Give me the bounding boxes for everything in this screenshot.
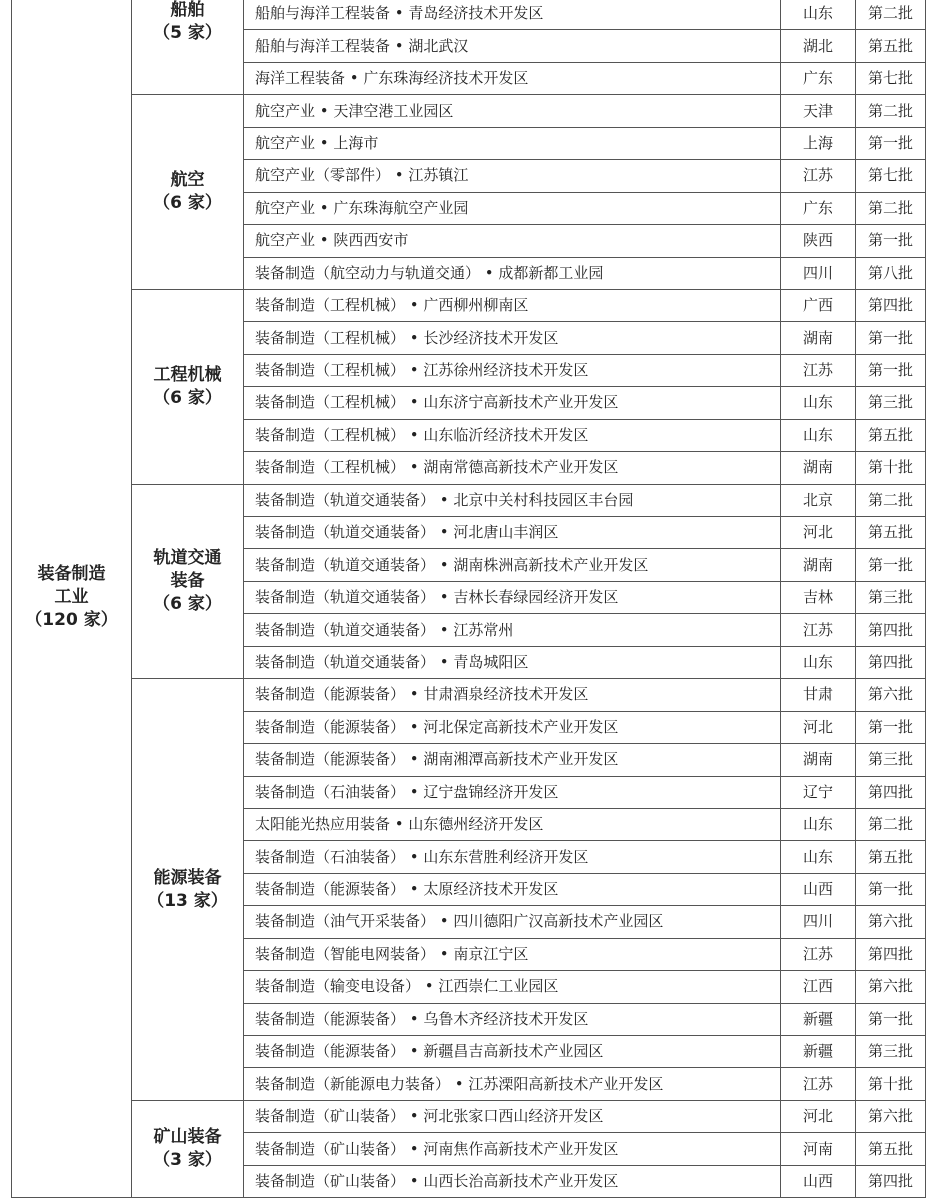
zone-name-cell: 航空产业 • 陕西西安市: [244, 225, 781, 257]
zone-name-cell: 装备制造（工程机械） • 山东临沂经济技术开发区: [244, 419, 781, 451]
zone-name-cell: 装备制造（矿山装备） • 河北张家口西山经济开发区: [244, 1100, 781, 1132]
subcategory-cell: [132, 289, 244, 484]
subcategory-cell: [132, 0, 244, 95]
subcategory-name-line: 轨道交通: [153, 547, 222, 568]
province-cell: 河南: [781, 1133, 856, 1165]
zone-name-cell: 船舶与海洋工程装备 • 湖北武汉: [244, 30, 781, 62]
batch-cell: 第五批: [856, 30, 926, 62]
table-row: [12, 289, 926, 321]
province-cell: 吉林: [781, 581, 856, 613]
batch-cell: 第六批: [856, 679, 926, 711]
zone-name-cell: 航空产业 • 天津空港工业园区: [244, 95, 781, 127]
subcategory-name-line: 船舶: [170, 0, 205, 20]
province-cell: 上海: [781, 127, 856, 159]
batch-cell: 第一批: [856, 711, 926, 743]
batch-cell: 第三批: [856, 744, 926, 776]
province-cell: 湖南: [781, 744, 856, 776]
province-cell: 四川: [781, 906, 856, 938]
zone-name-cell: 装备制造（能源装备） • 甘肃酒泉经济技术开发区: [244, 679, 781, 711]
province-cell: 天津: [781, 95, 856, 127]
subcategory-count: （6 家）: [153, 193, 222, 214]
province-cell: 山西: [781, 1165, 856, 1197]
zone-name-cell: 装备制造（工程机械） • 广西柳州柳南区: [244, 289, 781, 321]
batch-cell: 第二批: [856, 808, 926, 840]
batch-cell: 第三批: [856, 581, 926, 613]
province-cell: 江苏: [781, 614, 856, 646]
province-cell: 江苏: [781, 1068, 856, 1100]
batch-cell: 第四批: [856, 646, 926, 678]
subcategory-count: （6 家）: [153, 387, 222, 408]
province-cell: 山东: [781, 387, 856, 419]
subcategory-count: （5 家）: [153, 22, 222, 43]
batch-cell: 第二批: [856, 192, 926, 224]
subcategory-name-line: 能源装备: [153, 867, 222, 888]
batch-cell: 第十批: [856, 1068, 926, 1100]
province-cell: 江苏: [781, 354, 856, 386]
province-cell: 河北: [781, 517, 856, 549]
province-cell: 山东: [781, 646, 856, 678]
subcategory-name-line: 工程机械: [153, 364, 222, 385]
batch-cell: 第八批: [856, 257, 926, 289]
zone-name-cell: 装备制造（石油装备） • 辽宁盘锦经济开发区: [244, 776, 781, 808]
zone-name-cell: 装备制造（轨道交通装备） • 江苏常州: [244, 614, 781, 646]
batch-cell: 第四批: [856, 614, 926, 646]
province-cell: 山东: [781, 419, 856, 451]
province-cell: 新疆: [781, 1003, 856, 1035]
batch-cell: 第一批: [856, 1003, 926, 1035]
zone-name-cell: 装备制造（轨道交通装备） • 湖南株洲高新技术产业开发区: [244, 549, 781, 581]
table-body: [12, 0, 926, 1198]
subcategory-count: （6 家）: [153, 593, 222, 614]
batch-cell: 第一批: [856, 322, 926, 354]
subcategory-cell: [132, 484, 244, 679]
province-cell: 山西: [781, 873, 856, 905]
subcategory-name-line: 装备: [170, 570, 205, 591]
batch-cell: 第一批: [856, 354, 926, 386]
subcategory-count: （3 家）: [153, 1150, 222, 1171]
batch-cell: 第一批: [856, 127, 926, 159]
table-row: [12, 95, 926, 127]
category-count: （120 家）: [25, 610, 118, 631]
province-cell: 山东: [781, 841, 856, 873]
table-row: [12, 484, 926, 516]
zone-name-cell: 航空产业（零部件） • 江苏镇江: [244, 160, 781, 192]
zone-name-cell: 装备制造（能源装备） • 乌鲁木齐经济技术开发区: [244, 1003, 781, 1035]
batch-cell: 第二批: [856, 95, 926, 127]
batch-cell: 第二批: [856, 0, 926, 30]
zone-name-cell: 装备制造（油气开采装备） • 四川德阳广汉高新技术产业园区: [244, 906, 781, 938]
province-cell: 湖南: [781, 322, 856, 354]
batch-cell: 第四批: [856, 1165, 926, 1197]
zone-name-cell: 装备制造（矿山装备） • 河南焦作高新技术产业开发区: [244, 1133, 781, 1165]
province-cell: 广西: [781, 289, 856, 321]
category-cell: [12, 0, 132, 1198]
province-cell: 辽宁: [781, 776, 856, 808]
batch-cell: 第四批: [856, 938, 926, 970]
batch-cell: 第一批: [856, 225, 926, 257]
batch-cell: 第一批: [856, 549, 926, 581]
province-cell: 山东: [781, 808, 856, 840]
batch-cell: 第十批: [856, 452, 926, 484]
batch-cell: 第五批: [856, 517, 926, 549]
category-name-line: 装备制造: [37, 564, 106, 585]
zone-name-cell: 太阳能光热应用装备 • 山东德州经济开发区: [244, 808, 781, 840]
subcategory-name-line: 航空: [170, 170, 205, 191]
zone-name-cell: 装备制造（航空动力与轨道交通） • 成都新都工业园: [244, 257, 781, 289]
zone-name-cell: 航空产业 • 上海市: [244, 127, 781, 159]
batch-cell: 第三批: [856, 1036, 926, 1068]
batch-cell: 第四批: [856, 289, 926, 321]
zone-name-cell: 海洋工程装备 • 广东珠海经济技术开发区: [244, 62, 781, 94]
subcategory-count: （13 家）: [147, 890, 228, 911]
zone-name-cell: 装备制造（能源装备） • 太原经济技术开发区: [244, 873, 781, 905]
province-cell: 山东: [781, 0, 856, 30]
province-cell: 江苏: [781, 160, 856, 192]
zone-name-cell: 装备制造（工程机械） • 江苏徐州经济技术开发区: [244, 354, 781, 386]
subcategory-cell: [132, 1100, 244, 1197]
subcategory-cell: [132, 679, 244, 1101]
table-row: [12, 1100, 926, 1132]
zone-name-cell: 船舶与海洋工程装备 • 青岛经济技术开发区: [244, 0, 781, 30]
zone-name-cell: 装备制造（新能源电力装备） • 江苏溧阳高新技术产业开发区: [244, 1068, 781, 1100]
batch-cell: 第五批: [856, 841, 926, 873]
zone-name-cell: 装备制造（工程机械） • 湖南常德高新技术产业开发区: [244, 452, 781, 484]
industry-zone-table: [11, 0, 926, 1198]
province-cell: 广东: [781, 192, 856, 224]
province-cell: 湖北: [781, 30, 856, 62]
province-cell: 江西: [781, 971, 856, 1003]
province-cell: 湖南: [781, 452, 856, 484]
province-cell: 陕西: [781, 225, 856, 257]
zone-name-cell: 装备制造（轨道交通装备） • 青岛城阳区: [244, 646, 781, 678]
zone-name-cell: 装备制造（工程机械） • 长沙经济技术开发区: [244, 322, 781, 354]
batch-cell: 第六批: [856, 906, 926, 938]
province-cell: 江苏: [781, 938, 856, 970]
batch-cell: 第七批: [856, 160, 926, 192]
zone-name-cell: 装备制造（能源装备） • 湖南湘潭高新技术产业开发区: [244, 744, 781, 776]
batch-cell: 第六批: [856, 1100, 926, 1132]
batch-cell: 第三批: [856, 387, 926, 419]
subcategory-name-line: 矿山装备: [153, 1127, 222, 1148]
batch-cell: 第四批: [856, 776, 926, 808]
zone-name-cell: 装备制造（工程机械） • 山东济宁高新技术产业开发区: [244, 387, 781, 419]
province-cell: 广东: [781, 62, 856, 94]
zone-name-cell: 装备制造（石油装备） • 山东东营胜利经济开发区: [244, 841, 781, 873]
batch-cell: 第七批: [856, 62, 926, 94]
zone-name-cell: 航空产业 • 广东珠海航空产业园: [244, 192, 781, 224]
category-name-line: 工业: [54, 587, 89, 608]
batch-cell: 第一批: [856, 873, 926, 905]
batch-cell: 第六批: [856, 971, 926, 1003]
zone-name-cell: 装备制造（能源装备） • 河北保定高新技术产业开发区: [244, 711, 781, 743]
subcategory-cell: [132, 95, 244, 290]
zone-name-cell: 装备制造（矿山装备） • 山西长治高新技术产业开发区: [244, 1165, 781, 1197]
batch-cell: 第五批: [856, 419, 926, 451]
zone-name-cell: 装备制造（轨道交通装备） • 北京中关村科技园区丰台园: [244, 484, 781, 516]
province-cell: 北京: [781, 484, 856, 516]
zone-name-cell: 装备制造（智能电网装备） • 南京江宁区: [244, 938, 781, 970]
province-cell: 甘肃: [781, 679, 856, 711]
table-row: [12, 679, 926, 711]
table-row: [12, 0, 926, 30]
province-cell: 河北: [781, 1100, 856, 1132]
batch-cell: 第五批: [856, 1133, 926, 1165]
batch-cell: 第二批: [856, 484, 926, 516]
province-cell: 湖南: [781, 549, 856, 581]
zone-name-cell: 装备制造（输变电设备） • 江西崇仁工业园区: [244, 971, 781, 1003]
province-cell: 四川: [781, 257, 856, 289]
zone-name-cell: 装备制造（轨道交通装备） • 吉林长春绿园经济开发区: [244, 581, 781, 613]
zone-name-cell: 装备制造（轨道交通装备） • 河北唐山丰润区: [244, 517, 781, 549]
province-cell: 新疆: [781, 1036, 856, 1068]
zone-name-cell: 装备制造（能源装备） • 新疆昌吉高新技术产业园区: [244, 1036, 781, 1068]
province-cell: 河北: [781, 711, 856, 743]
